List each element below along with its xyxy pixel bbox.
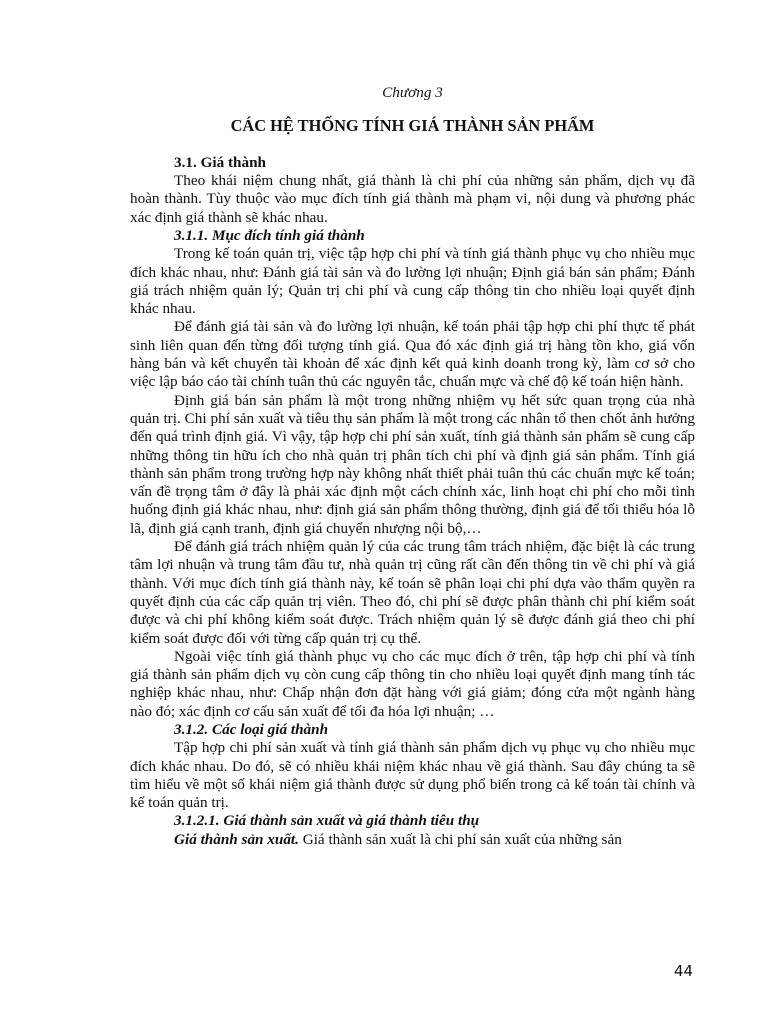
chapter-label: Chương 3 [382, 84, 443, 101]
paragraph: Để đánh giá tài sản và đo lường lợi nhuận, kế toán phải tập hợp chi phí thực tế phát sinh liên quan đến từng đối tượng tính giá. Qua đó xác định giá trị hàng tồn kho, giá vốn hàng bán và kết chuyển tài khoản để xác định kết quả kinh doanh trong kỳ, làm cơ sở cho việc lập báo cáo tài chính tuân thủ các nguyên tắc, chuẩn mực và chế độ kế toán hiện hành. [130, 318, 695, 391]
term-lead: Giá thành sản xuất. [174, 830, 299, 848]
section-heading-3-1-1: 3.1.1. Mục đích tính giá thành [174, 226, 365, 244]
section-heading-3-1: 3.1. Giá thành [174, 153, 266, 171]
page-number: 44 [674, 962, 694, 980]
paragraph: Trong kế toán quản trị, việc tập hợp chi phí và tính giá thành phục vụ cho nhiều mục đích khác nhau, như: Đánh giá tài sản và đo lường lợi nhuận; Định giá bán sản phẩm; Đánh giá trách nhiệm quản lý; Quản trị chi phí và cung cấp thông tin cho nhiều loại quyết định khác nhau. [130, 245, 695, 318]
page-body [130, 84, 695, 849]
chapter-title: CÁC HỆ THỐNG TÍNH GIÁ THÀNH SẢN PHẨM [230, 116, 595, 136]
paragraph: Theo khái niệm chung nhất, giá thành là chi phí của những sản phẩm, dịch vụ đã hoàn thành. Tùy thuộc vào mục đích tính giá thành mà phạm vi, nội dung và phương phác xác định giá thành sẽ khác nhau. [130, 172, 695, 226]
paragraph: Ngoài việc tính giá thành phục vụ cho các mục đích ở trên, tập hợp chi phí và tính giá thành sản phẩm dịch vụ còn cung cấp thông tin cho nhiều loại quyết định mang tính tác nghiệp khác nhau, như: Chấp nhận đơn đặt hàng với giá giảm; đóng cửa một ngành hàng nào đó; xác định cơ cấu sản xuất để tối đa hóa lợi nhuận; … [130, 647, 695, 720]
section-heading-3-1-2: 3.1.2. Các loại giá thành [174, 720, 329, 738]
paragraph [130, 831, 695, 849]
paragraph-text: Giá thành sản xuất là chi phí sản xuất của những sản [298, 830, 622, 848]
paragraph: Tập hợp chi phí sản xuất và tính giá thành sản phẩm dịch vụ phục vụ cho nhiều mục đích khác nhau. Do đó, sẽ có nhiều khái niệm khác nhau về giá thành. Sau đây chúng ta sẽ tìm hiểu về một số khái niệm giá thành được sử dụng phổ biến trong cả kế toán tài chính và kế toán quản trị. [130, 739, 695, 812]
section-heading-3-1-2-1: 3.1.2.1. Giá thành sản xuất và giá thành tiêu thụ [174, 812, 480, 830]
paragraph: Định giá bán sản phẩm là một trong những nhiệm vụ hết sức quan trọng của nhà quản trị. Chi phí sản xuất và tiêu thụ sản phẩm là một trong các nhân tố then chốt ảnh hưởng đến quá trình định giá. Vì vậy, tập hợp chi phí sản xuất, tính giá thành sản phẩm sẽ cung cấp những thông tin hữu ích cho nhà quản trị phân tích chi phí và định giá sản phẩm. Tính giá thành sản phẩm trong trường hợp này không nhất thiết phải tuân thủ các chuẩn mực kế toán; vấn đề trọng tâm ở đây là phải xác định một cách chính xác, linh hoạt chi phí cho mỗi tình huống định giá khác nhau, như: định giá sản phẩm thông thường, định giá để tối thiểu hóa lỗ lã, định giá cạnh tranh, định giá chuyển nhượng nội bộ,… [130, 391, 695, 537]
paragraph: Để đánh giá trách nhiệm quản lý của các trung tâm trách nhiệm, đặc biệt là các trung tâm lợi nhuận và trung tâm đầu tư, nhà quản trị cũng rất cần đến thông tin về chi phí và giá thành. Với mục đích tính giá thành này, kế toán sẽ phân loại chi phí dựa vào thẩm quyền ra quyết định của các cấp quản trị viên. Theo đó, chi phí sẽ được phân thành chi phí kiểm soát được và chi phí không kiểm soát được. Trách nhiệm quản lý sẽ được đánh giá theo chi phí kiểm soát được đối với từng cấp quản trị cụ thể. [130, 538, 695, 647]
